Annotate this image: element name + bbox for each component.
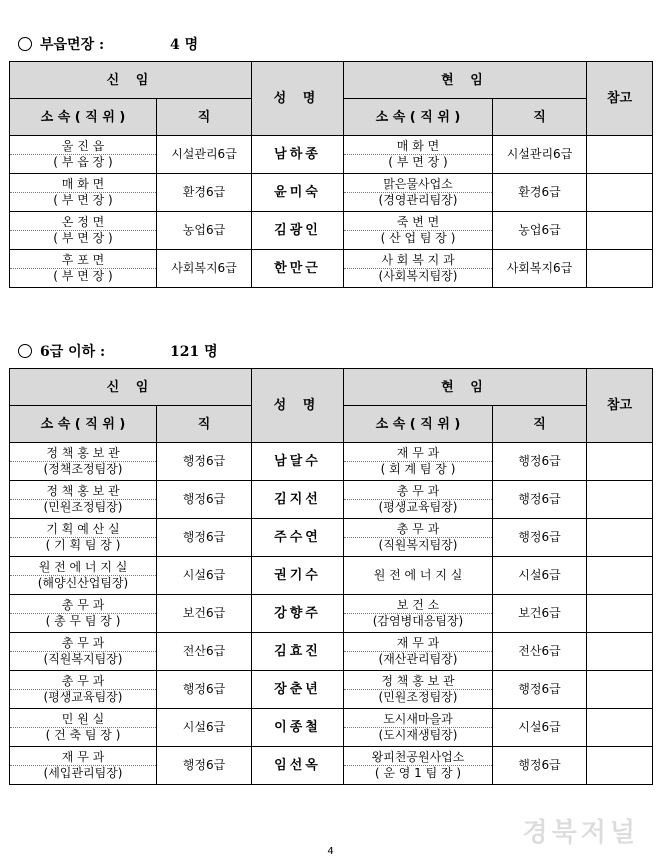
header-note: 참고 [587, 62, 653, 136]
page-number: 4 [327, 846, 334, 857]
header-name: 성 명 [252, 369, 344, 443]
circle-bullet-icon [18, 37, 32, 51]
current-dept: 총 무 과 [344, 484, 492, 500]
table-row [10, 481, 653, 519]
header-note: 참고 [587, 369, 653, 443]
table-row [10, 174, 653, 212]
current-rank: 시설6급 [518, 720, 561, 734]
current-position: (직원복지팀장) [378, 538, 458, 552]
current-dept: 왕피천공원사업소 [344, 750, 492, 766]
header-rank: 직 [157, 99, 252, 136]
current-position: (민원조정팀장) [378, 690, 458, 704]
current-position: ( 운 영 1 팀 장 ) [374, 766, 462, 780]
new-rank: 시설6급 [182, 568, 226, 582]
table-row [10, 709, 653, 747]
header-rank: 직 [493, 406, 587, 443]
person-name: 임선옥 [274, 758, 321, 773]
current-rank: 보건6급 [518, 606, 561, 620]
watermark-logo: 경북저널 [522, 818, 639, 848]
current-rank: 행정6급 [518, 492, 561, 506]
header-current: 현 임 [344, 62, 587, 99]
new-dept: 기 획 예 산 실 [10, 522, 156, 538]
header-dept: 소 속 ( 직 위 ) [10, 99, 157, 136]
header-rank: 직 [157, 406, 252, 443]
new-dept: 총 무 과 [10, 598, 156, 614]
current-dept: 매 화 면 [344, 139, 492, 155]
new-rank: 행정6급 [182, 492, 226, 506]
current-dept: 원 전 에 너 지 실 [373, 568, 463, 582]
current-dept: 죽 변 면 [344, 215, 492, 231]
new-dept: 재 무 과 [10, 750, 156, 766]
new-rank: 행정6급 [182, 454, 226, 468]
new-position: (직원복지팀장) [43, 652, 123, 666]
current-position: ( 산 업 팀 장 ) [380, 231, 456, 245]
new-dept: 정 책 홍 보 관 [10, 484, 156, 500]
section1-table [9, 61, 653, 288]
header-dept: 소 속 ( 직 위 ) [344, 99, 493, 136]
current-dept: 보 건 소 [344, 598, 492, 614]
new-rank: 행정6급 [182, 758, 226, 772]
new-position: ( 부 면 장 ) [53, 269, 113, 283]
new-rank: 행정6급 [182, 530, 226, 544]
table-row [10, 212, 653, 250]
current-rank: 행정6급 [518, 454, 561, 468]
section1-count: 4 명 [170, 37, 199, 53]
table-row [10, 136, 653, 174]
person-name: 장춘년 [274, 682, 321, 697]
new-position: ( 부 면 장 ) [53, 193, 113, 207]
header-rank: 직 [493, 99, 587, 136]
current-position: (평생교육팀장) [378, 500, 458, 514]
new-position: ( 부 면 장 ) [53, 231, 113, 245]
person-name: 김광인 [274, 223, 321, 238]
new-position: (평생교육팀장) [43, 690, 123, 704]
current-position: ( 부 면 장 ) [388, 155, 448, 169]
person-name: 윤미숙 [274, 185, 321, 200]
current-dept: 총 무 과 [344, 522, 492, 538]
section2-count: 121 명 [170, 344, 218, 360]
header-name: 성 명 [252, 62, 344, 136]
current-dept: 맑은물사업소 [344, 177, 492, 193]
current-dept: 재 무 과 [344, 446, 492, 462]
new-rank: 행정6급 [182, 682, 226, 696]
current-dept: 사 회 복 지 과 [344, 253, 492, 269]
new-dept: 울 진 읍 [10, 139, 156, 155]
current-dept: 정 책 홍 보 관 [344, 674, 492, 690]
person-name: 주수연 [274, 530, 321, 545]
new-rank: 사회복지6급 [171, 261, 237, 275]
table-row [10, 519, 653, 557]
new-position: ( 기 획 팀 장 ) [45, 538, 121, 552]
person-name: 김효진 [274, 644, 321, 659]
new-position: (세입관리팀장) [43, 766, 123, 780]
section2-table [9, 368, 653, 785]
new-rank: 전산6급 [182, 644, 226, 658]
new-position: (해양신산업팀장) [37, 576, 129, 590]
new-position: (정책조정팀장) [43, 462, 123, 476]
current-position: ( 회 계 팀 장 ) [380, 462, 456, 476]
current-position: (경영관리팀장) [378, 193, 458, 207]
new-dept: 후 포 면 [10, 253, 156, 269]
table-row [10, 633, 653, 671]
circle-bullet-icon [18, 344, 32, 358]
current-rank: 농업6급 [518, 223, 561, 237]
new-dept: 총 무 과 [10, 636, 156, 652]
person-name: 김지선 [274, 492, 321, 507]
section1-label: 부읍면장 : [40, 37, 105, 53]
table-row [10, 747, 653, 785]
current-rank: 시설6급 [518, 568, 561, 582]
new-dept: 민 원 실 [10, 712, 156, 728]
person-name: 한만근 [274, 261, 321, 276]
person-name: 권기수 [274, 568, 321, 583]
current-rank: 행정6급 [518, 758, 561, 772]
table-row [10, 671, 653, 709]
section2-title [18, 341, 218, 361]
current-rank: 환경6급 [518, 185, 561, 199]
current-rank: 시설관리6급 [506, 147, 573, 161]
new-position: ( 건 축 팀 장 ) [45, 728, 121, 742]
new-position: ( 총 무 팀 장 ) [45, 614, 121, 628]
new-dept: 원 전 에 너 지 실 [10, 560, 156, 576]
header-current: 현 임 [344, 369, 587, 406]
new-position: ( 부 읍 장 ) [53, 155, 113, 169]
current-rank: 행정6급 [518, 682, 561, 696]
header-dept: 소 속 ( 직 위 ) [344, 406, 493, 443]
current-rank: 행정6급 [518, 530, 561, 544]
new-rank: 환경6급 [182, 185, 226, 199]
person-name: 강향주 [274, 606, 321, 621]
new-dept: 총 무 과 [10, 674, 156, 690]
table-row [10, 443, 653, 481]
current-dept: 재 무 과 [344, 636, 492, 652]
new-rank: 농업6급 [182, 223, 226, 237]
new-dept: 정 책 홍 보 관 [10, 446, 156, 462]
table-row [10, 595, 653, 633]
person-name: 이종철 [274, 720, 321, 735]
new-dept: 온 정 면 [10, 215, 156, 231]
new-position: (민원조정팀장) [43, 500, 123, 514]
current-rank: 사회복지6급 [506, 261, 573, 275]
header-dept: 소 속 ( 직 위 ) [10, 406, 157, 443]
person-name: 남달수 [274, 454, 321, 469]
section1-title [18, 34, 198, 54]
table-row [10, 250, 653, 288]
table-row [10, 557, 653, 595]
new-rank: 보건6급 [182, 606, 226, 620]
current-dept: 도시새마을과 [344, 712, 492, 728]
header-new: 신 임 [10, 369, 252, 406]
new-rank: 시설관리6급 [171, 147, 237, 161]
new-dept: 매 화 면 [10, 177, 156, 193]
person-name: 남하종 [274, 147, 321, 162]
header-new: 신 임 [10, 62, 252, 99]
new-rank: 시설6급 [182, 720, 226, 734]
current-position: (감염병대응팀장) [372, 614, 464, 628]
current-position: (사회복지팀장) [378, 269, 458, 283]
current-position: (재산관리팀장) [378, 652, 458, 666]
current-position: (도시재생팀장) [378, 728, 458, 742]
current-rank: 전산6급 [518, 644, 561, 658]
section2-label: 6급 이하 : [40, 344, 106, 360]
